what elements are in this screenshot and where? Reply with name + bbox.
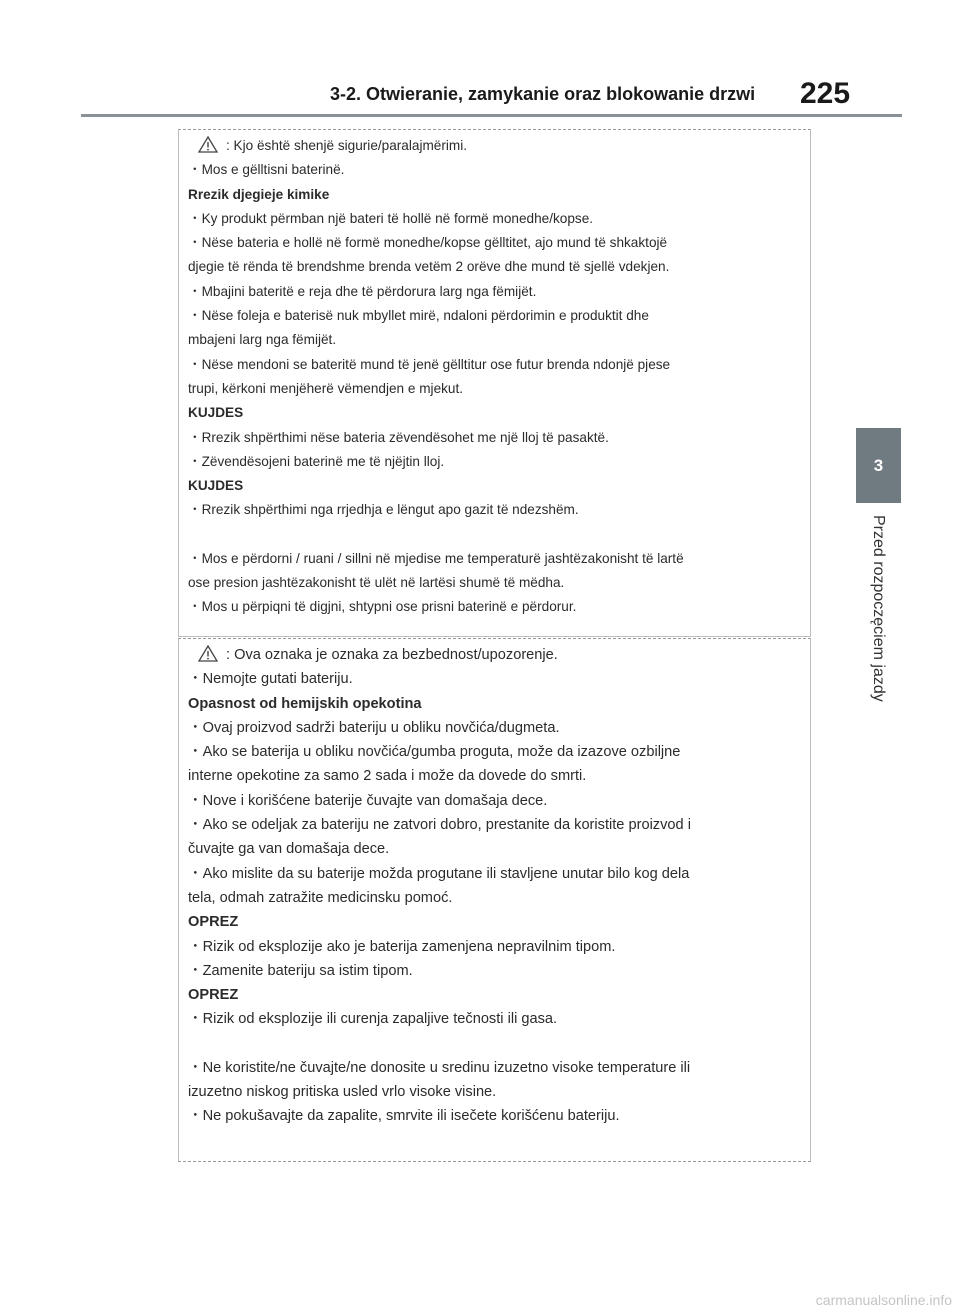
warning-line: ose presion jashtëzakonisht të ulët në lartësi shumë të mëdha.: [188, 575, 565, 591]
warning-line: ・Mos e gëlltisni baterinë.: [188, 162, 345, 178]
warning-line: ・Nëse mendoni se bateritë mund të jenë gëlltitur ose futur brenda ndonjë pjese: [188, 356, 671, 372]
warning-line: ・Mbajini bateritë e reja dhe të përdorura larg nga fëmijët.: [188, 283, 537, 299]
warning-line: ・Nemojte gutati bateriju.: [188, 671, 353, 688]
section-title: 3-2. Otwieranie, zamykanie oraz blokowanie drzwi: [330, 84, 756, 104]
warning-line: ・Zëvendësojeni baterinë me të njëjtin lloj.: [188, 453, 445, 469]
warning-subheading: OPREZ: [188, 914, 239, 931]
warning-line: ・Ako mislite da su baterije možda progutane ili stavljene unutar bilo kog dela: [188, 865, 690, 882]
warning-line: ・Ako se baterija u obliku novčića/gumba proguta, može da izazove ozbiljne: [188, 744, 681, 761]
warning-triangle-icon: [198, 645, 218, 662]
warning-heading-text: : Kjo është shenjë sigurie/paralajmërimi.: [226, 138, 468, 153]
warning-box-serbian: [178, 638, 811, 1162]
warning-subheading: OPREZ: [188, 987, 239, 1004]
chapter-tab: [856, 428, 901, 503]
warning-line: ・Nëse foleja e baterisë nuk mbyllet mirë, ndaloni përdorimin e produktit dhe: [188, 308, 649, 324]
warning-box-albanian: [178, 129, 811, 637]
warning-line: ・Ne koristite/ne čuvajte/ne donosite u sredinu izuzetno visoke temperature ili: [188, 1059, 691, 1076]
warning-line: ・Rrezik shpërthimi nëse bateria zëvendësohet me një lloj të pasaktë.: [188, 429, 609, 445]
warning-line: ・Rizik od eksplozije ako je baterija zamenjena nepravilnim tipom.: [188, 938, 616, 955]
warning-subheading: Opasnost od hemijskih opekotina: [188, 695, 422, 712]
warning-line: izuzetno niskog pritiska usled vrlo visoke visine.: [188, 1084, 497, 1101]
warning-line: ・Ovaj proizvod sadrži bateriju u obliku novčića/dugmeta.: [188, 719, 560, 736]
warning-line: ・Ky produkt përmban një bateri të hollë në formë monedhe/kopse.: [188, 210, 594, 226]
warning-subheading: KUJDES: [188, 405, 244, 421]
warning-line: ・Rrezik shpërthimi nga rrjedhja e lëngut apo gazit të ndezshëm.: [188, 502, 579, 518]
warning-line: djegie të rënda të brendshme brenda vetëm 2 orëve dhe mund të sjellë vdekjen.: [188, 259, 670, 275]
warning-line: ・Zamenite bateriju sa istim tipom.: [188, 962, 413, 979]
warning-line: ・Mos u përpiqni të digjni, shtypni ose prisni baterinë e përdorur.: [188, 599, 577, 615]
warning-line: ・Nove i korišćene baterije čuvajte van domašaja dece.: [188, 792, 548, 809]
warning-line: ・Nëse bateria e hollë në formë monedhe/kopse gëlltitet, ajo mund të shkaktojë: [188, 235, 668, 251]
svg-text:carmanualsonline.info: carmanualsonline.info: [815, 1292, 952, 1308]
warning-text-serbian: [179, 639, 810, 1129]
warning-line: čuvajte ga van domašaja dece.: [188, 841, 390, 858]
chapter-label: Przed rozpoczęciem jazdy: [870, 515, 887, 702]
warning-line: ・Rizik od eksplozije ili curenja zapaljive tečnosti ili gasa.: [188, 1011, 558, 1028]
warning-line: trupi, kërkoni menjëherë vëmendjen e mjekut.: [188, 380, 464, 396]
chapter-number: 3: [873, 455, 884, 475]
warning-subheading: Rrezik djegieje kimike: [188, 186, 330, 202]
warning-line: ・Ne pokušavajte da zapalite, smrvite ili isečete korišćenu bateriju.: [188, 1108, 620, 1125]
watermark-logo: [752, 1292, 952, 1308]
warning-line: tela, odmah zatražite medicinsku pomoć.: [188, 889, 453, 906]
warning-line: mbajeni larg nga fëmijët.: [188, 332, 337, 348]
warning-heading: [188, 134, 802, 158]
page-number: 225: [800, 77, 851, 110]
warning-subheading: KUJDES: [188, 478, 244, 494]
warning-heading-text: : Ova oznaka je oznaka za bezbednost/upozorenje.: [226, 647, 558, 663]
paragraph-gap: [188, 1032, 802, 1056]
paragraph-gap: [188, 523, 802, 547]
warning-text-albanian: [179, 130, 810, 620]
warning-triangle-icon: [198, 136, 218, 153]
warning-line: ・Mos e përdorni / ruani / sillni në mjedise me temperaturë jashtëzakonisht të lartë: [188, 550, 684, 566]
warning-line: interne opekotine za samo 2 sada i može da dovede do smrti.: [188, 768, 587, 785]
header-divider: [81, 114, 902, 117]
warning-heading: [188, 643, 802, 667]
warning-line: ・Ako se odeljak za bateriju ne zatvori dobro, prestanite da koristite proizvod i: [188, 817, 691, 834]
